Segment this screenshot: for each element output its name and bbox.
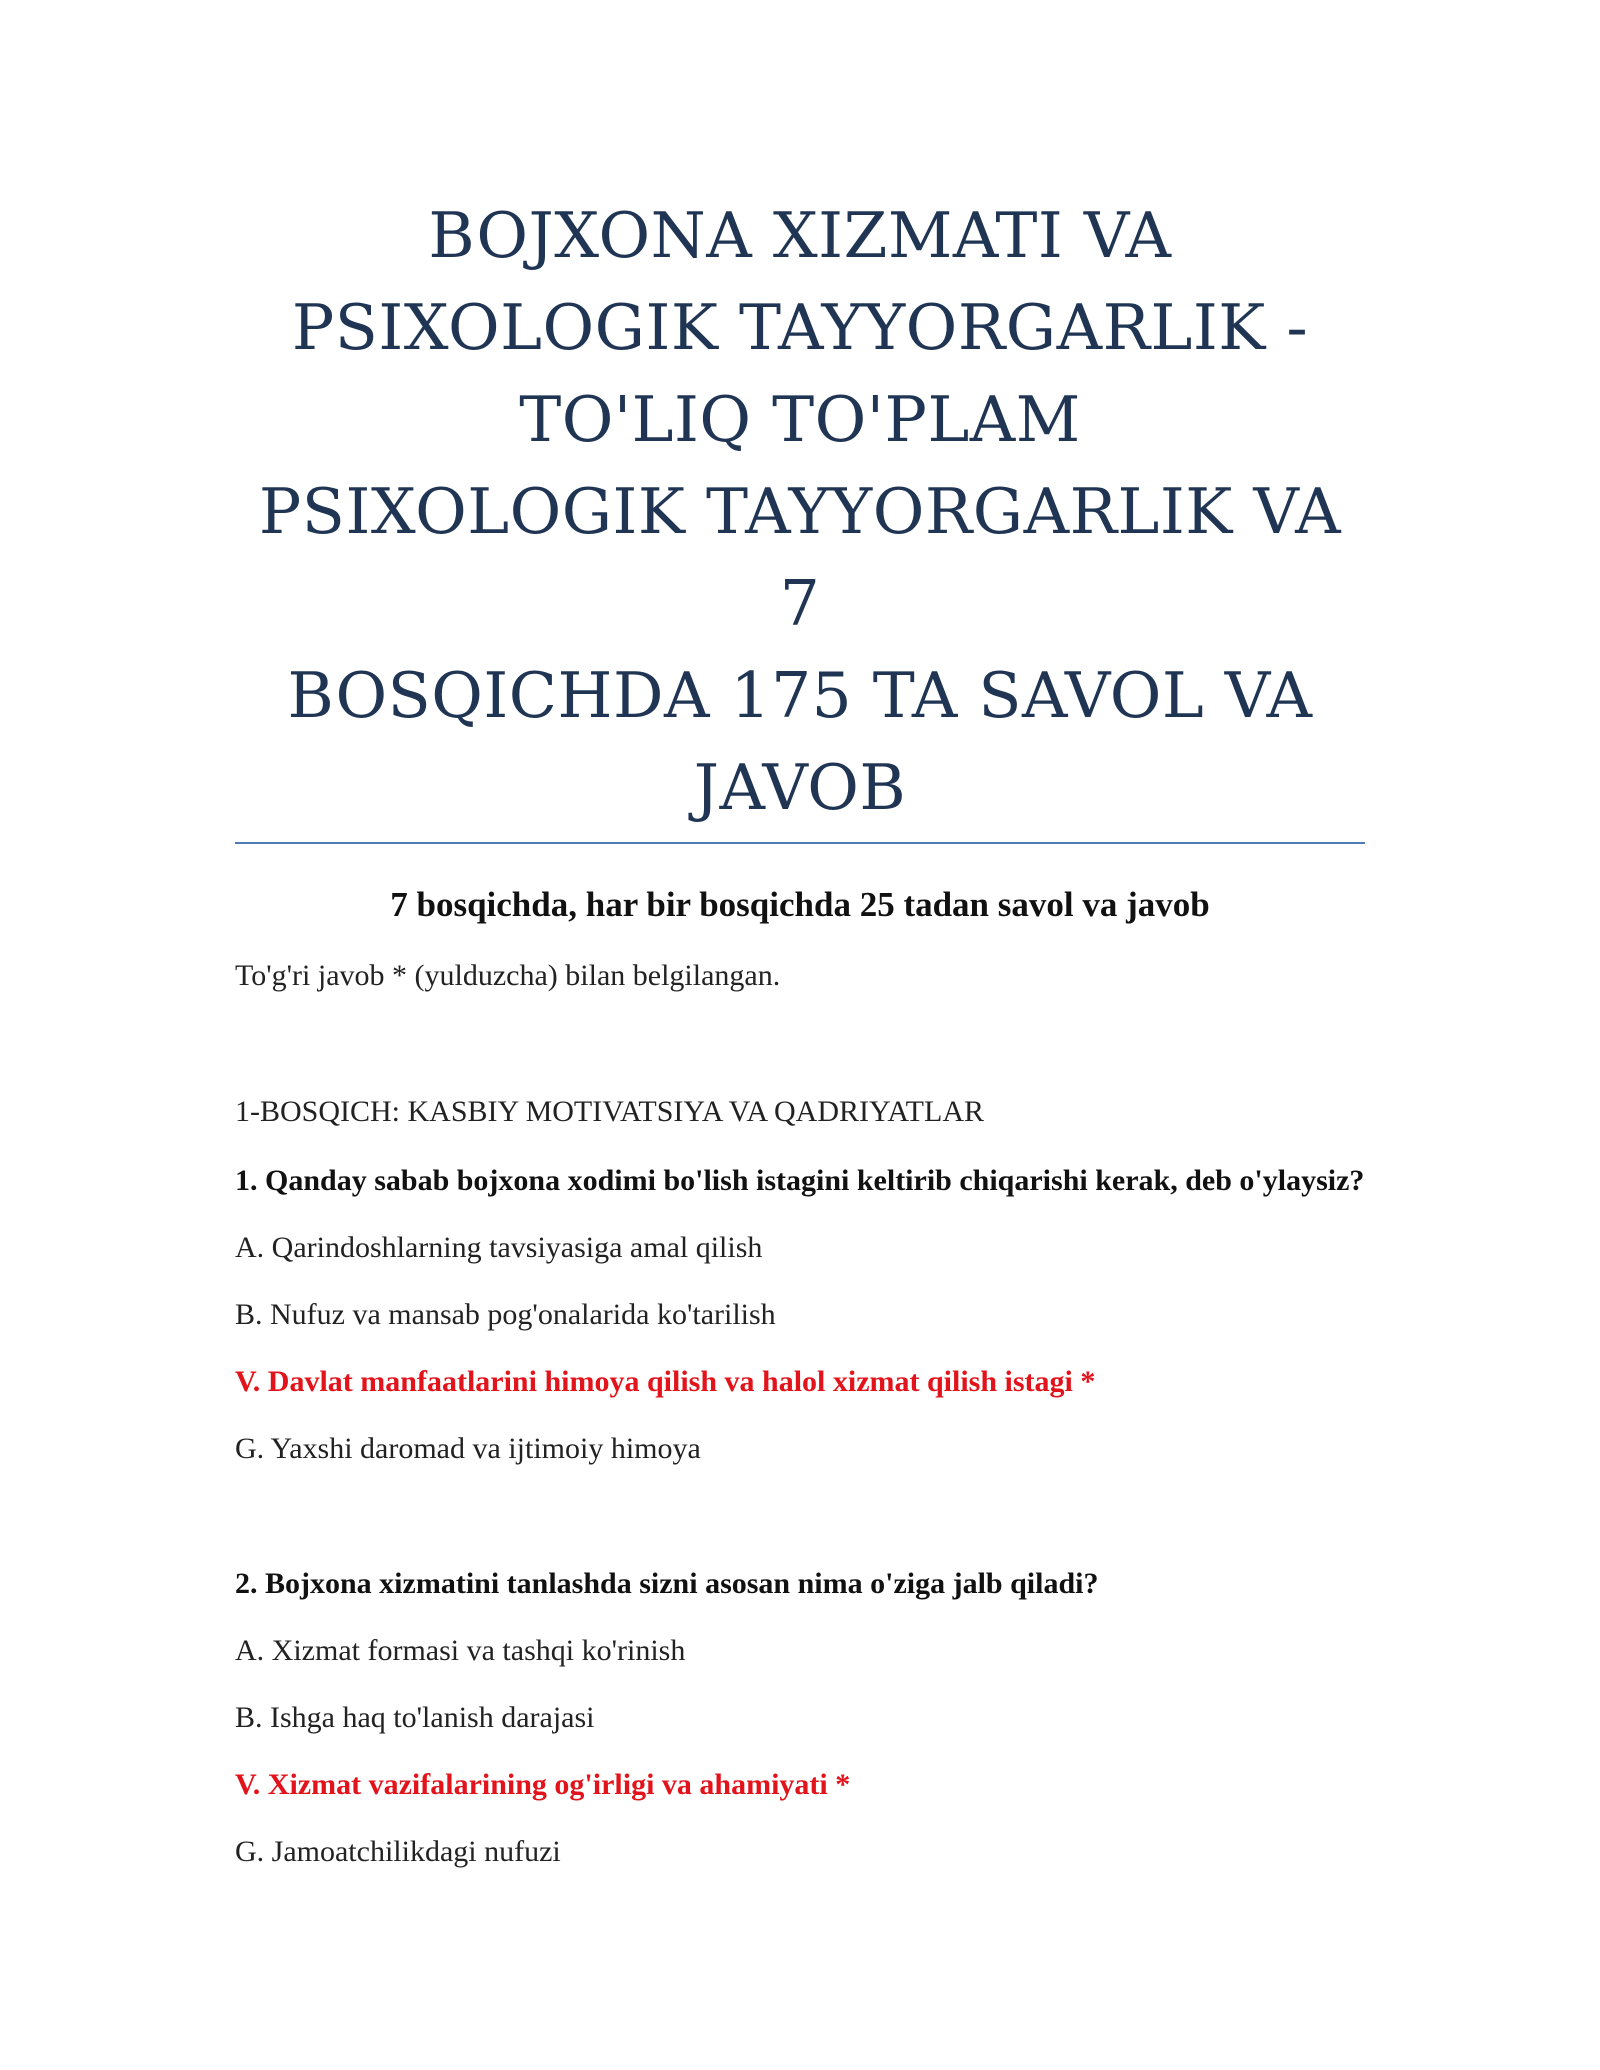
title-line-4: PSIXOLOGIK TAYYORGARLIK VA 7 xyxy=(258,475,1342,640)
document-page xyxy=(235,190,1365,1872)
answer-option-g: G. Jamoatchilikdagi nufuzi xyxy=(235,1835,561,1868)
answer-key-note: To'g'ri javob * (yulduzcha) bilan belgilangan. xyxy=(235,959,781,992)
question-text: 1. Qanday sabab bojxona xodimi bo'lish istagini keltirib chiqarishi kerak, deb o'ylaysiz? xyxy=(235,1164,1365,1197)
title-divider xyxy=(235,842,1365,844)
question-text: 2. Bojxona xizmatini tanlashda sizni asosan nima o'ziga jalb qiladi? xyxy=(235,1567,1099,1600)
answer-option-a: A. Xizmat formasi va tashqi ko'rinish xyxy=(235,1634,686,1667)
title-line-3: TO'LIQ TO'PLAM xyxy=(519,383,1081,456)
stage-heading: 1-BOSQICH: KASBIY MOTIVATSIYA VA QADRIYATLAR xyxy=(235,1095,984,1128)
answer-option-b: B. Nufuz va mansab pog'onalarida ko'tarilish xyxy=(235,1298,776,1331)
title-line-6: JAVOB xyxy=(693,751,907,824)
answer-option-b: B. Ishga haq to'lanish darajasi xyxy=(235,1701,595,1734)
document-title xyxy=(235,190,1365,834)
title-line-1: BOJXONA XIZMATI VA xyxy=(428,199,1172,272)
answer-option-v-correct: V. Xizmat vazifalarining og'irligi va ahamiyati * xyxy=(235,1768,851,1801)
answer-option-a: A. Qarindoshlarning tavsiyasiga amal qilish xyxy=(235,1231,763,1264)
answer-option-v-correct: V. Davlat manfaatlarini himoya qilish va halol xizmat qilish istagi * xyxy=(235,1365,1096,1398)
question-block-2 xyxy=(235,1563,1365,1872)
title-line-5: BOSQICHDA 175 TA SAVOL VA xyxy=(287,659,1313,732)
document-subtitle: 7 bosqichda, har bir bosqichda 25 tadan savol va javob xyxy=(390,885,1210,924)
question-block-1 xyxy=(235,1160,1365,1469)
title-line-2: PSIXOLOGIK TAYYORGARLIK - xyxy=(291,291,1309,364)
answer-option-g: G. Yaxshi daromad va ijtimoiy himoya xyxy=(235,1432,701,1465)
